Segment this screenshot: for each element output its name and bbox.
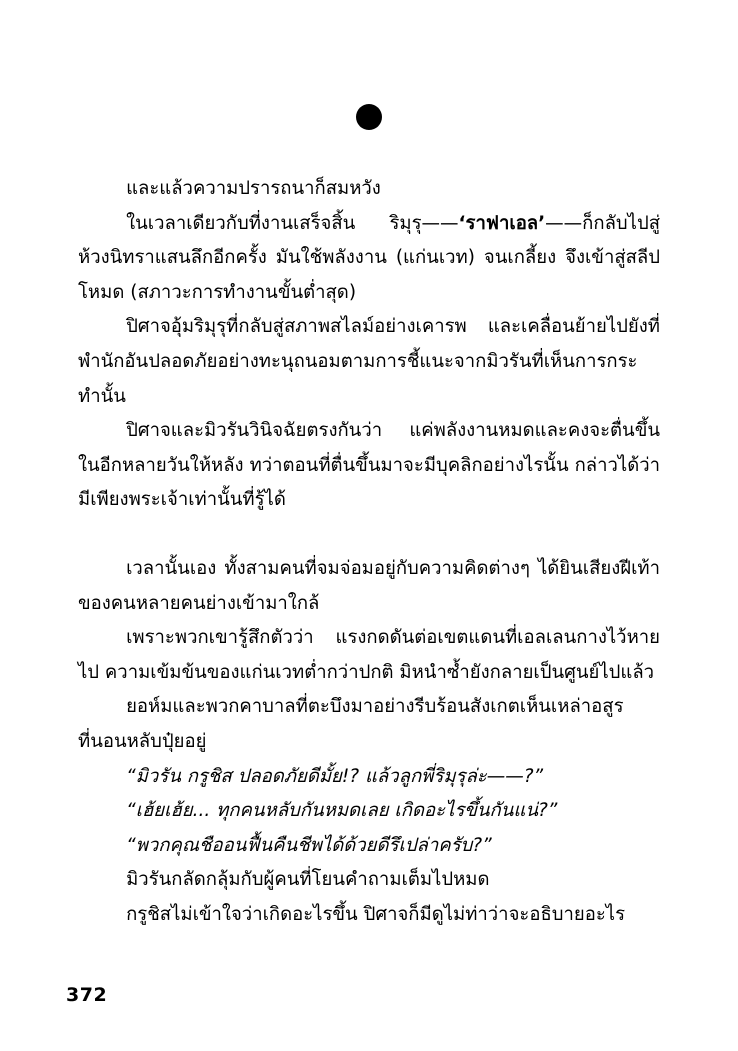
paragraph-2-dash-left: ——	[421, 212, 459, 234]
paragraph-2-lead: ในเวลาเดียวกับที่งานเสร็จสิ้น ริมุรุ	[126, 212, 422, 234]
paragraph-11	[78, 863, 660, 898]
paragraph-12-text: กรูชิสไม่เข้าใจว่าเกิดอะไรขึ้น ปิศาจก็มีดูไม่ท่าว่าจะอธิบายอะไร	[126, 903, 626, 925]
dialogue-line-1: “มิวรัน กรูชิส ปลอดภัยดีมั้ย!? แล้วลูกพี่ริมุรุล่ะ——?”	[126, 765, 544, 787]
page-body-text	[78, 172, 660, 932]
paragraph-2	[78, 207, 660, 311]
page-number: 372	[66, 984, 108, 1006]
paragraph-9	[78, 794, 660, 829]
paragraph-4-text: ปิศาจและมิวรันวินิจฉัยตรงกันว่า แค่พลังงานหมดและคงจะตื่นขึ้นในอีกหลายวันให้หลัง ทว่าตอนที่ตื่นขึ้นมาจะมีบุคลิกอย่างไรนั้น กล่าวได้ว่ามีเพียงพระเจ้าเท่านั้นที่รู้ได้	[78, 420, 660, 511]
paragraph-4	[78, 414, 660, 518]
paragraph-5-text: เวลานั้นเอง ทั้งสามคนที่จมจ่อมอยู่กับความคิดต่างๆ ได้ยินเสียงฝีเท้าของคนหลายคนย่างเข้ามาใกล้	[78, 557, 660, 614]
paragraph-1-text: และแล้วความปรารถนาก็สมหวัง	[126, 178, 381, 199]
paragraph-7	[78, 690, 660, 759]
paragraph-2-tail: ก็กลับไปสู่ห้วงนิทราแสนลึกอีกครั้ง มันใช้พลังงาน (แก่นเวท) จนเกลี้ยง จึงเข้าสู่สลีปโหมด (สภาวะการทำงานขั้นต่ำสุด)	[78, 212, 660, 303]
paragraph-12	[78, 898, 660, 933]
paragraph-11-text: มิวรันกลัดกลุ้มกับผู้คนที่โยนคำถามเต็มไปหมด	[126, 869, 490, 891]
paragraph-10	[78, 829, 660, 864]
paragraph-3-text: ปิศาจอุ้มริมุรุที่กลับสู่สภาพสไลม์อย่างเคารพ และเคลื่อนย้ายไปยังที่พำนักอันปลอดภัยอย่างทะนุถนอมตามการชี้แนะจากมิวรันที่เห็นการกระทำนั้น	[78, 316, 660, 407]
paragraph-1	[78, 172, 660, 207]
dialogue-line-3: “พวกคุณชืออนฟื้นคืนชีพได้ด้วยดีรึเปล่าครับ?”	[126, 834, 492, 856]
paragraph-6	[78, 621, 660, 690]
paragraph-2-name: ‘ราฟาเอล’	[458, 212, 546, 234]
section-ornament	[0, 104, 738, 130]
paragraph-6-text: เพราะพวกเขารู้สึกตัวว่า แรงกดดันต่อเขตแดนที่เอลเลนกางไว้หายไป ความเข้มข้นของแก่นเวทต่ำกว่าปกติ มิหนำซ้ำยังกลายเป็นศูนย์ไปแล้ว	[78, 627, 660, 683]
paragraph-5	[78, 552, 660, 621]
paragraph-3	[78, 310, 660, 414]
paragraph-2-dash-right: ——	[545, 212, 583, 234]
paragraph-7-text: ยอห์มและพวกคาบาลที่ตะบึงมาอย่างรีบร้อนสังเกตเห็นเหล่าอสูรที่นอนหลับปุ๋ยอยู่	[78, 696, 624, 752]
filled-circle-ornament-icon	[356, 104, 382, 130]
dialogue-line-2: “เฮ้ยเฮ้ย... ทุกคนหลับกันหมดเลย เกิดอะไรขึ้นกันแน่?”	[126, 800, 558, 822]
paragraph-8	[78, 760, 660, 795]
